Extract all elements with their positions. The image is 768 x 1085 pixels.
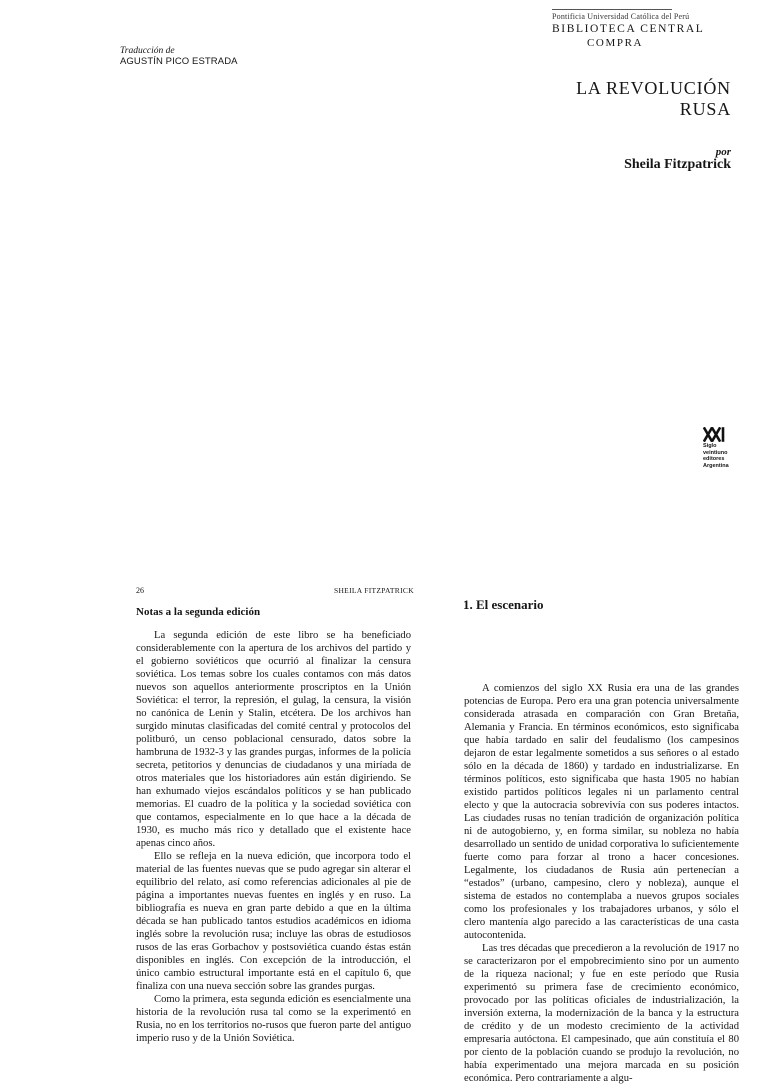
page-number: 26 [136,586,144,595]
left-text-column [136,629,411,1045]
author-name: Sheila Fitzpatrick [624,157,731,172]
stamp-rule [552,9,672,10]
library-stamp-institution: Pontificia Universidad Católica del Perú [552,12,690,21]
publisher-logo-icon [703,427,725,442]
chapter-title: 1. El escenario [463,597,544,612]
book-title-line-2: RUSA [679,99,731,119]
library-stamp-acquisition: COMPRA [587,37,644,49]
translation-label: Traducción de [120,46,175,56]
right-text-column [464,682,739,1085]
book-title-line-1: LA REVOLUCIÓN [576,78,731,98]
section-title: Notas a la segunda edición [136,606,261,618]
paragraph: Como la primera, esta segunda edición es esencialmente una historia de la revolución rusa tal como se la experimentó en Rusia, no en los territorios no-rusos que fueron parte del antiguo imperio ruso y de la Unión Soviética. [136,994,411,1044]
translator-name: AGUSTÍN PICO ESTRADA [120,56,238,67]
publisher-name-line: Argentina [703,462,729,469]
by-label: por [715,146,731,158]
publisher-name-line: veintiuno [703,449,728,456]
paragraph: La segunda edición de este libro se ha beneficiado considerablemente con la apertura de los archivos del partido y el gobierno soviéticos que ocurrió al finalizar la censura soviética. Los temas sobre los cuales contamos con más datos nuevos son aquellos anteriormente proscriptos en la Unión Soviética: el terror, la represión, el gulag, la censura, la visión no canónica de Lenin y Stalin, etcétera. De los archivos han surgido minutas clasificadas del comité central y protocolos del politburó, un censo poblacional censurado, datos sobre la hambruna de 1932-3 y las grandes purgas, informes de la policía secreta, petitorios y denuncias de ciudadanos y una miríada de otros materiales que los historiadores aún están digiriendo. Se han exhumado viejos escándalos políticos y se han publicado memorias. El cuadro de la política y la sociedad soviética con que contamos, especialmente en lo que hace a la década de 1930, es mucho más rico y detallado que el existente hace apenas cinco años. [136,630,411,849]
paragraph: Ello se refleja en la nueva edición, que incorpora todo el material de las fuentes nuevas que se pudo agregar sin alterar el equilibrio del relato, así como referencias adicionales al pie de página a importantes nuevas fuentes en inglés y en ruso. La bibliografía es nueva en gran parte debido a que en la última década se han publicado tantos estudios académicos en idioma inglés sobre la revolución rusa; incluye las obras de estudiosos rusos de las eras Gorbachov y postsoviética cuando éstas están disponibles en inglés. Con excepción de la introducción, el único cambio estructural importante está en el capítulo 6, que finaliza con una nueva sección sobre las grandes purgas. [136,851,411,992]
paragraph: Las tres décadas que precedieron a la revolución de 1917 no se caracterizaron por el empobrecimiento sino por un aumento de la riqueza nacional; y fue en este período que Rusia experimentó su primera fase de crecimiento económico, provocado por las políticas oficiales de industrialización, la inversión externa, la modernización de la banca y la estructura de crédito y de un modesto crecimiento de la actividad empresaria autóctona. El campesinado, que aún constituía el 80 por ciento de la población cuando se produjo la revolución, no había experimentado una mejora marcada en su posición económica. Pero contrariamente a algu- [464,943,739,1084]
publisher-name-line: editores [703,456,725,463]
library-stamp-library: BIBLIOTECA CENTRAL [552,23,705,35]
publisher-name-line: Siglo [703,443,717,449]
running-head: SHEILA FITZPATRICK [334,586,414,595]
publisher-name [703,443,743,469]
paragraph: A comienzos del siglo XX Rusia era una de las grandes potencias de Europa. Pero era una gran potencia universalmente considerada atrasada en comparación con Gran Bretaña, Alemania y Francia. En términos económicos, esto significaba que había tardado en salir del feudalismo (los campesinos dejaron de estar legalmente sometidos a sus señores o al estado sólo en la década de 1860) y tardado en industrializarse. En términos políticos, esto significaba que hasta 1905 no habían existido partidos políticos legales ni un parlamento central electo y que la autocracia sobrevivía con sus poderes intactos. Las ciudades rusas no tenían tradición de organización política ni de autogobierno, y, en forma similar, su nobleza no había desarrollado un sentido de unidad corporativa lo suficientemente fuerte como para forzar al trono a hacer concesiones. Legalmente, los ciudadanos de Rusia aún pertenecían a “estados” (urbano, campesino, clero y nobleza), aunque el sistema de estados no contemplaba a nuevos grupos sociales como los profesionales y los trabajadores urbanos, y sólo el clero mantenía algo parecido a las características de una casta autocontenida. [464,683,739,941]
